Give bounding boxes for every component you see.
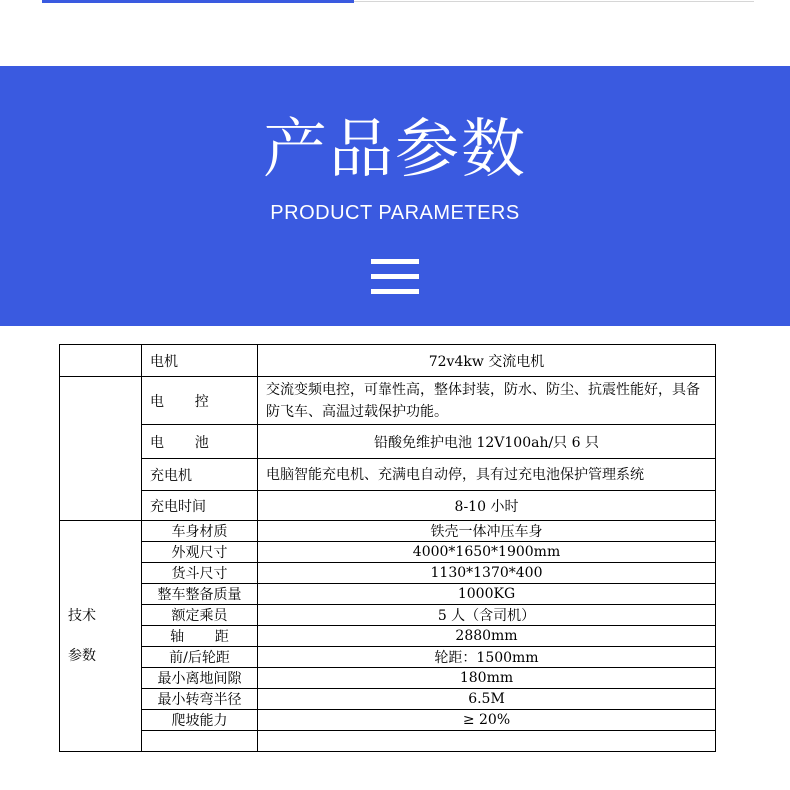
row-label-seats: 额定乘员 <box>142 605 258 626</box>
group-cell-empty <box>60 345 142 377</box>
table-row <box>60 563 716 584</box>
table-row <box>60 377 716 425</box>
table-row <box>60 491 716 521</box>
row-label-cargo: 货斗尺寸 <box>142 563 258 584</box>
row-value-dimensions: 4000*1650*1900mm <box>258 542 716 563</box>
row-label-clearance: 最小离地间隙 <box>142 668 258 689</box>
row-value-cargo: 1130*1370*400 <box>258 563 716 584</box>
row-label-charge-time: 充电时间 <box>142 491 258 521</box>
table-row <box>60 647 716 668</box>
table-row <box>60 425 716 459</box>
row-label-controller: 电 控 <box>142 377 258 425</box>
row-value-battery: 铅酸免维护电池 12V100ah/只 6 只 <box>258 425 716 459</box>
row-value-charger: 电脑智能充电机、充满电自动停，具有过充电池保护管理系统 <box>258 459 716 491</box>
table-row <box>60 345 716 377</box>
table-row <box>60 668 716 689</box>
spec-table <box>59 344 716 752</box>
row-value-turn-radius: 6.5M <box>258 689 716 710</box>
row-label-battery: 电 池 <box>142 425 258 459</box>
row-value-seats: 5 人（含司机） <box>258 605 716 626</box>
row-label-wheelbase: 轴 距 <box>142 626 258 647</box>
row-value-controller: 交流变频电控，可靠性高，整体封装，防水、防尘、抗震性能好，具备防飞车、高温过载保护功能。 <box>258 377 716 425</box>
row-value-curb-weight: 1000KG <box>258 584 716 605</box>
group-cell-empty <box>60 377 142 521</box>
row-value-clearance: 180mm <box>258 668 716 689</box>
row-label-charger: 充电机 <box>142 459 258 491</box>
table-row <box>60 710 716 731</box>
menu-icon <box>371 259 419 295</box>
table-row <box>60 459 716 491</box>
row-value-charge-time: 8-10 小时 <box>258 491 716 521</box>
row-value-body-material: 铁壳一体冲压车身 <box>258 521 716 542</box>
row-value-climb: ≥ 20% <box>258 710 716 731</box>
row-value-wheelbase: 2880mm <box>258 626 716 647</box>
row-label-track: 前/后轮距 <box>142 647 258 668</box>
table-row <box>60 521 716 542</box>
page-subtitle: PRODUCT PARAMETERS <box>270 202 520 224</box>
top-divider-line <box>354 1 754 2</box>
row-label-dimensions: 外观尺寸 <box>142 542 258 563</box>
row-label-climb: 爬坡能力 <box>142 710 258 731</box>
row-label-motor: 电机 <box>142 345 258 377</box>
row-label-turn-radius: 最小转弯半径 <box>142 689 258 710</box>
top-divider-accent <box>42 0 354 3</box>
page-title: 产品参数 <box>263 113 527 187</box>
table-row <box>60 689 716 710</box>
header-banner <box>0 66 790 326</box>
row-label-curb-weight: 整车整备质量 <box>142 584 258 605</box>
row-value-empty <box>258 731 716 752</box>
table-row <box>60 605 716 626</box>
table-row <box>60 626 716 647</box>
table-row <box>60 542 716 563</box>
table-row <box>60 731 716 752</box>
row-label-body-material: 车身材质 <box>142 521 258 542</box>
group-label-tech: 技术 参数 <box>60 521 142 752</box>
row-label-empty <box>142 731 258 752</box>
row-value-motor: 72v4kw 交流电机 <box>258 345 716 377</box>
row-value-track: 轮距：1500mm <box>258 647 716 668</box>
table-row <box>60 584 716 605</box>
